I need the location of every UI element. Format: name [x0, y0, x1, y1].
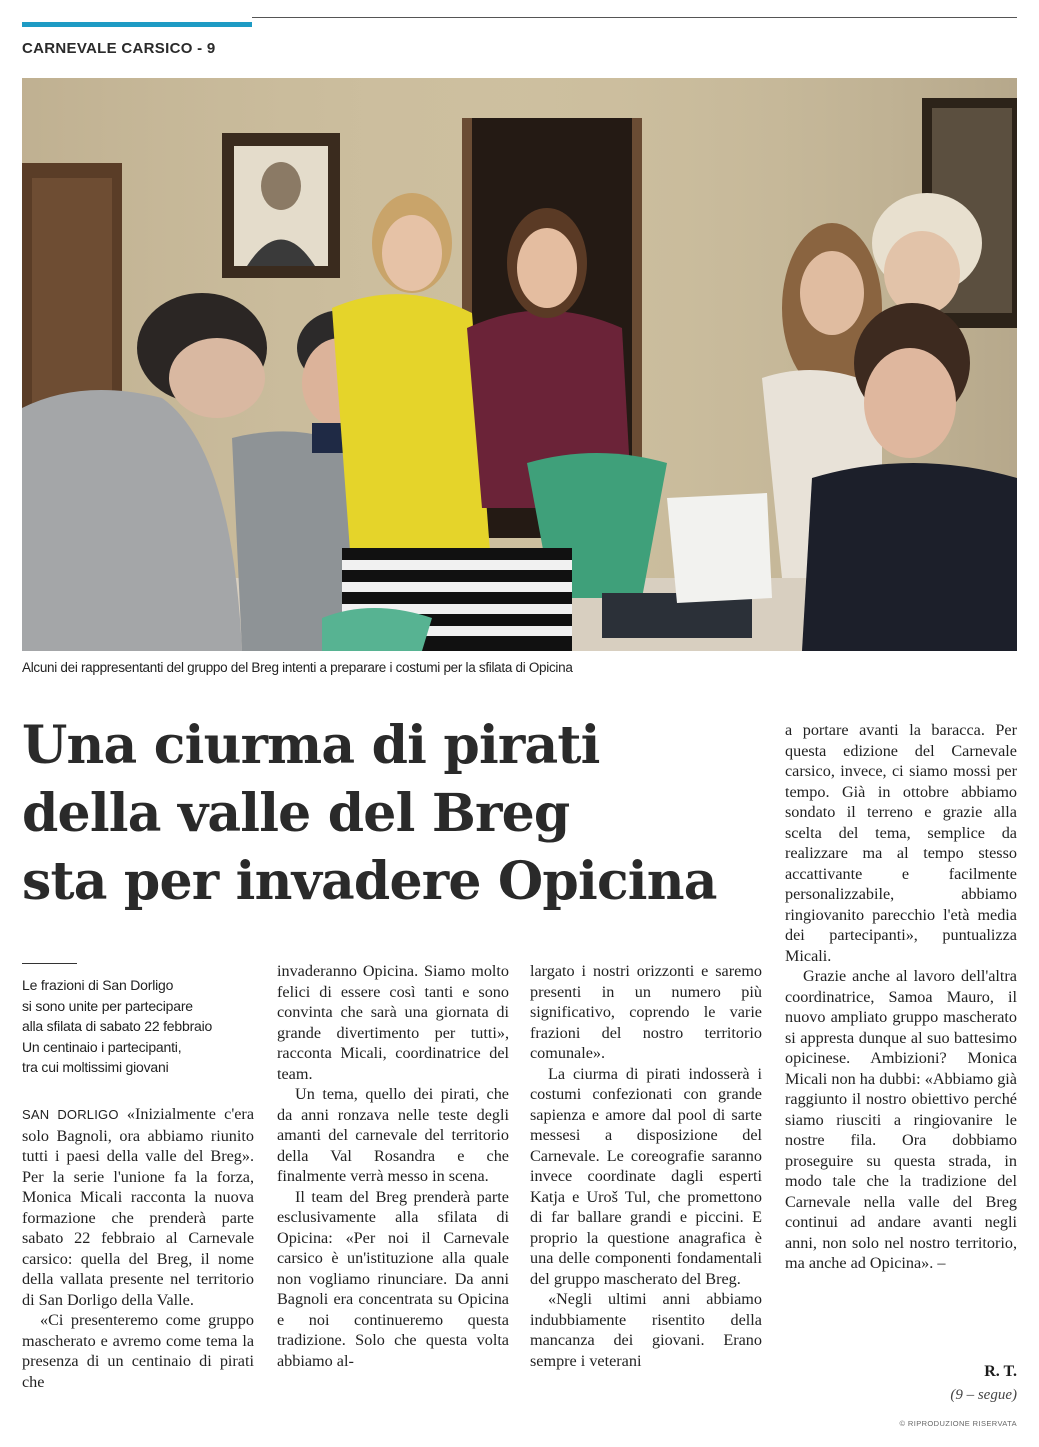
copyright-notice: © RIPRODUZIONE RISERVATA [899, 1419, 1017, 1428]
paragraph: La ciurma di pirati indosserà i costumi confezionati con grande sapienza e amore dal pool di sarte messesi a disposizione del Carnevale. Le coreografie saranno invece coordinate dagli esperti Katja e Uroš Tul, che promettono di far ballare grandi e piccini. E proprio la questione anagrafica è una delle componenti fondamentali del gruppo mascherato del Breg. [530, 1064, 762, 1288]
author-signature: R. T. [984, 1363, 1017, 1380]
summary [22, 975, 257, 1078]
summary-line: Le frazioni di San Dorligo [22, 977, 174, 993]
section-label: CARNEVALE CARSICO - 9 [22, 40, 216, 57]
paragraph: largato i nostri orizzonti e saremo presenti in un numero più significativo, coprendo le varie frazioni del nostro territorio comunale». [530, 962, 762, 1062]
top-rule [252, 17, 1017, 18]
paragraph: Grazie anche al lavoro dell'altra coordinatrice, Samoa Mauro, il nuovo ampliato gruppo mascherato si appresta dunque al suo battesimo opicinese. Ambizioni? Monica Micali non ha dubbi: «Abbiamo già raggiunto il nostro obiettivo perché siamo riusciti a ringiovanire le nostre fila. Ora dobbiamo proseguire su questa strada, in modo tale che la tradizione del Carnevale nella valle del Breg continui ad andare avanti negli anni, non solo nel nostro territorio, ma anche ad Opicina». – [785, 967, 1017, 1272]
summary-line: alla sfilata di sabato 22 febbraio [22, 1018, 213, 1034]
photo-illustration [22, 78, 1017, 651]
summary-line: Un centinaio i partecipanti, [22, 1038, 182, 1055]
body-column-1 [22, 1104, 254, 1392]
headline-line-2: della valle del Breg [22, 783, 570, 844]
body-column-3 [530, 961, 762, 1371]
headline-line-3: sta per invadere Opicina [22, 851, 717, 912]
section-accent-bar [22, 22, 252, 27]
paragraph: «Ci presenteremo come gruppo mascherato e avremo come tema la presenza di un centinaio di pirati che [22, 1311, 254, 1391]
paragraph: Un tema, quello dei pirati, che da anni ronzava nelle teste degli amanti del carnevale del territorio della Val Rosandra e che finalmente verrà messo in scena. [277, 1085, 509, 1185]
paragraph: invaderanno Opicina. Siamo molto felici di essere così tanti e sono convinta che sarà una giornata di grande divertimento per tutti», racconta Micali, coordinatrice del team. [277, 962, 509, 1083]
summary-rule [22, 963, 77, 964]
paragraph: Il team del Breg prenderà parte esclusivamente alla sfilata di Opicina: «Per noi il Carnevale carsico è un'istituzione alla quale non vogliamo rinunciare. Da anni Bagnoli era concentrata su Opicina e noi continueremo questa tradizione. Solo che questa volta abbiamo al- [277, 1187, 509, 1370]
body-column-4 [785, 720, 1017, 1274]
dateline: SAN DORLIGO [22, 1107, 119, 1122]
summary-line: si sono unite per partecipare [22, 997, 193, 1014]
continues-note: (9 – segue) [950, 1387, 1017, 1403]
headline [22, 712, 782, 916]
body-column-2 [277, 961, 509, 1371]
summary-line: tra cui moltissimi giovani [22, 1059, 169, 1075]
article-photo [22, 78, 1017, 651]
photo-caption: Alcuni dei rappresentanti del gruppo del Breg intenti a preparare i costumi per la sfilata di Opicina [22, 660, 573, 675]
headline-line-1: Una ciurma di pirati [22, 715, 600, 776]
paragraph: a portare avanti la baracca. Per questa edizione del Carnevale carsico, invece, ci siamo mossi per tempo. Già in ottobre abbiamo sondato il terreno e grazie alla scelta del tema, semplice da realizzare ma al tempo stesso accattivante e facilmente personalizzabile, abbiamo ringiovanito parecchio l'età media dei partecipanti», puntualizza Micali. [785, 721, 1017, 965]
paragraph-text: «Inizialmente c'era solo Bagnoli, ora abbiamo riunito tutti i paesi della valle del Breg». Per la serie l'unione fa la forza, Monica Micali racconta la nuova formazione che prenderà parte sabato 22 febbraio al Carnevale carsico: quella del Breg, il nome della vallata presente nel territorio di San Dorligo della Valle. [22, 1105, 255, 1309]
paragraph [22, 1104, 254, 1310]
paragraph: «Negli ultimi anni abbiamo indubbiamente risentito della mancanza dei giovani. Erano sempre i veterani [530, 1290, 762, 1370]
